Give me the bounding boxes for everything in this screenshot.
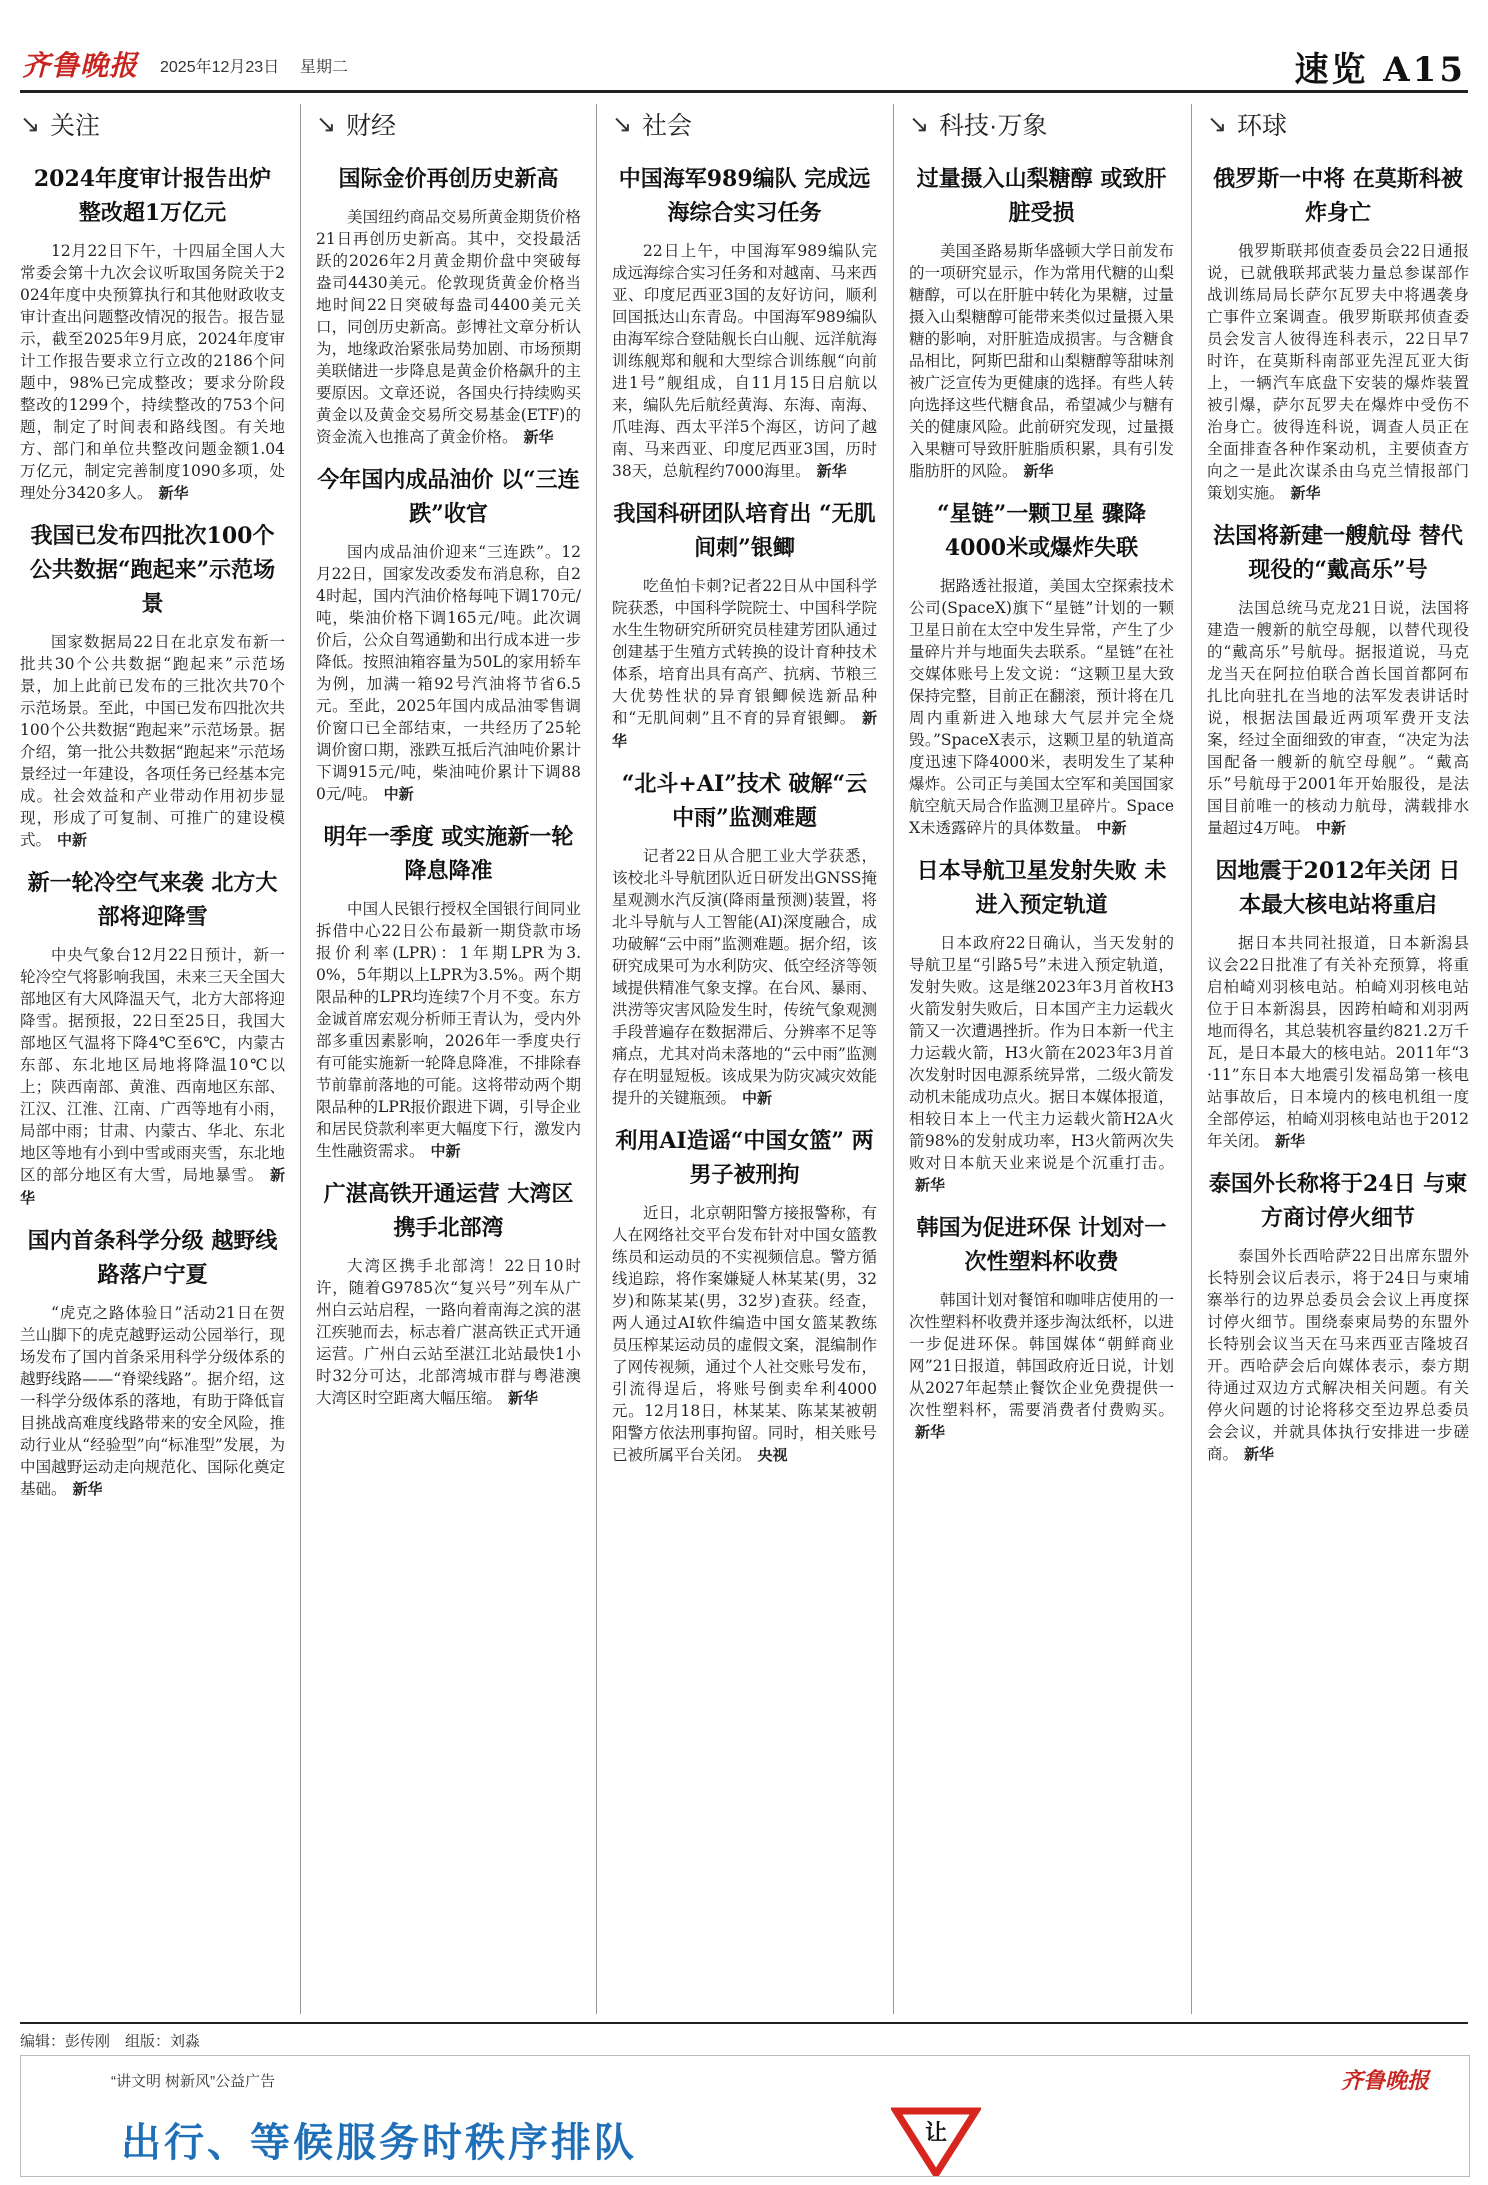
article[interactable] (612, 1124, 877, 1467)
page-section-title: 速览 A15 (1294, 50, 1466, 90)
column-title: 环球 (1237, 112, 1288, 140)
ad-title: “讲文明 树新风”公益广告 (111, 2073, 276, 2090)
article-source: 中新 (1096, 820, 1127, 837)
article-body: 22日上午，中国海军989编队完成远海综合实习任务和对越南、马来西亚、印度尼西亚3国的友好访问，顺利回国抵达山东青岛。中国海军989编队由海军综合登陆舰长白山舰、远洋航海训练舰郑和舰和大型综合训练舰“向前进1号”舰组成，自11月15日启航以来，编队先后航经黄海、东海、南海、爪哇海、西太平洋5个海区，访问了越南、马来西亚、印度尼西亚3国，历时38天，总航程约7000海里。 新华 (612, 242, 877, 480)
article-source: 新华 (1275, 1133, 1306, 1150)
column-header (1207, 104, 1469, 144)
article-headline: 法国将新建一艘航母 替代现役的“戴高乐”号 (1213, 523, 1463, 583)
article[interactable] (316, 463, 581, 806)
article[interactable] (1207, 854, 1469, 1153)
article-body: 记者22日从合肥工业大学获悉，该校北斗导航团队近日研发出GNSS掩星观测水汽反演(降雨量预测)装置，将北斗导航与人工智能(AI)深度融合，成功破解“云中雨”监测难题。据介绍，该研究成果可为水利防灾、低空经济等领域提供精准气象支撑。在台风、暴雨、洪涝等灾害风险发生时，传统气象观测手段普遍存在数据滞后、分辨率不足等痛点，尤其对尚未落地的“云中雨”监测存在明显短板。该成果为防灾减灾效能提升的关键瓶颈。 中新 (612, 847, 877, 1107)
article-source: 新华 (1244, 1446, 1275, 1463)
issue-date: 2025年12月23日 (160, 59, 280, 76)
article[interactable] (316, 820, 581, 1163)
column-divider (300, 104, 301, 2014)
article-body: 12月22日下午，十四届全国人大常委会第十九次会议听取国务院关于2024年度中央预算执行和其他财政收支审计查出问题整改情况的报告。报告显示，截至2025年9月底，2024年度审计工作报告要求立行立改的2186个问题中，98%已完成整改；要求分阶段整改的1299个，持续整改的753个问题，制定了时间表和路线图。有关地方、部门和单位共整改问题金额1.04万亿元，制定完善制度1090多项，处理处分3420多人。 新华 (20, 242, 285, 502)
article-headline: 我国科研团队培育出 “无肌间刺”银鲫 (613, 501, 876, 561)
column-society (612, 104, 877, 2022)
article-source: 中新 (57, 832, 88, 849)
article-body: 据路透社报道，美国太空探索技术公司(SpaceX)旗下“星链”计划的一颗卫星日前在太空中发生异常，产生了少量碎片并与地面失去联系。“星链”在社交媒体账号上发文说：“这颗卫星大致保持完整，目前正在翻滚，预计将在几周内重新进入地球大气层并完全烧毁。”SpaceX表示，这颗卫星的轨道高度迅速下降4000米，表明发生了某种爆炸。公司正与美国太空军和美国国家航空航天局合作监测卫星碎片。SpaceX未透露碎片的具体数量。 中新 (909, 577, 1174, 837)
arrow-icon: ↘ (612, 110, 633, 138)
article-body: 近日，北京朝阳警方接报警称，有人在网络社交平台发布针对中国女篮教练员和运动员的不实视频信息。警方循线追踪，将作案嫌疑人林某某(男，32岁)和陈某某(男，32岁)查获。经查，两人通过AI软件编造中国女篮某教练员压榨某运动员的虚假文案，混编制作了网传视频，通过个人社交账号发布，引流得逞后，将账号倒卖牟利4000元。12月18日，林某某、陈某某被朝阳警方依法刑事拘留。同时，相关账号已被所属平台关闭。 央视 (612, 1204, 877, 1464)
article-body: 美国圣路易斯华盛顿大学日前发布的一项研究显示，作为常用代糖的山梨糖醇，可以在肝脏中转化为果糖，过量摄入山梨糖醇可能带来类似过量摄入果糖的影响，对肝脏造成损害。与含糖食品相比，阿斯巴甜和山梨糖醇等甜味剂被广泛宣传为更健康的选择。有些人转向选择这些代糖食品，希望减少与糖有关的健康风险。此前研究发现，过量摄入果糖可导致肝脏脂质积累，具有引发脂肪肝的风险。 新华 (909, 242, 1174, 480)
article[interactable] (909, 854, 1174, 1197)
article-source: 新华 (72, 1481, 103, 1498)
column-divider (893, 104, 894, 2014)
article[interactable] (20, 162, 285, 505)
article-headline: 国内首条科学分级 越野线路落户宁夏 (27, 1228, 278, 1288)
article[interactable] (20, 1224, 285, 1501)
article-headline: “北斗+AI”技术 破解“云中雨”监测难题 (621, 771, 868, 831)
article-body: 美国纽约商品交易所黄金期货价格21日再创历史新高。其中，交投最活跃的2026年2月黄金期价盘中突破每盎司4430美元。伦敦现货黄金价格当地时间22日突破每盎司4400美元关口，同创历史新高。彭博社文章分析认为，地缘政治紧张局势加剧、市场预期美联储进一步降息是黄金价格飙升的主要原因。文章还说，各国央行持续购买黄金以及黄金交易所交易基金(ETF)的资金流入也推高了黄金价格。 新华 (316, 208, 581, 446)
article-headline: 今年国内成品油价 以“三连跌”收官 (317, 467, 580, 527)
editor-credits: 编辑：彭传刚 组版：刘淼 (20, 2033, 201, 2050)
article[interactable] (20, 866, 285, 1210)
top-rule (20, 90, 1468, 93)
article-source: 新华 (612, 710, 877, 750)
article-headline: 日本导航卫星发射失败 未进入预定轨道 (916, 858, 1167, 918)
article-body: 大湾区携手北部湾！22日10时许，随着G9785次“复兴号”列车从广州白云站启程，一路向着南海之滨的湛江疾驰而去，标志着广湛高铁正式开通运营。广州白云站至湛江北站最快1小时32分可达，北部湾城市群与粤港澳大湾区时空距离大幅压缩。 新华 (316, 1257, 581, 1407)
article-headline: 利用AI造谣“中国女篮” 两男子被刑拘 (615, 1128, 874, 1188)
article-body: 据日本共同社报道，日本新潟县议会22日批准了有关补充预算，将重启柏崎刈羽核电站。柏崎刈羽核电站位于日本新潟县，因跨柏崎和刈羽两地而得名，其总装机容量约821.2万千瓦，是日本最大的核电站。2011年“3·11”东日本大地震引发福岛第一核电站事故后，日本境内的核电机组一度全部停运，柏崎刈羽核电站也于2012年关闭。 新华 (1207, 934, 1469, 1150)
article-body: 日本政府22日确认，当天发射的导航卫星“引路5号”未进入预定轨道，发射失败。这是继2023年3月首枚H3火箭发射失败后，日本国产主力运载火箭又一次遭遇挫折。作为日本新一代主力运载火箭，H3火箭在2023年3月首次发射时因电源系统异常，二级火箭发动机未能成功点火。据日本媒体报道，相较日本上一代主力运载火箭H2A火箭98%的发射成功率，H3火箭两次失败对日本航天业来说是个沉重打击。新华 (909, 934, 1174, 1194)
article-headline: 广湛高铁开通运营 大湾区携手北部湾 (323, 1181, 574, 1241)
article[interactable] (20, 519, 285, 852)
article[interactable] (909, 497, 1174, 840)
newspaper-logo: 齐鲁晚报 (22, 49, 139, 82)
column-header (909, 104, 1174, 144)
column-tech (909, 104, 1174, 2022)
bottom-rule (20, 2022, 1468, 2024)
column-world (1207, 104, 1469, 2022)
article-body: 泰国外长西哈萨22日出席东盟外长特别会议后表示，将于24日与柬埔寨举行的边界总委员会会议上再度探讨停火细节。围绕泰柬局势的东盟外长特别会议当天在马来西亚吉隆坡召开。西哈萨会后向媒体表示，泰方期待通过双边方式解决相关问题。有关停火问题的讨论将移交至边界总委员会会议，并就具体执行安排进一步磋商。 新华 (1207, 1247, 1469, 1463)
article-body: 中央气象台12月22日预计，新一轮冷空气将影响我国，未来三天全国大部地区有大风降温天气，北方大部将迎降雪。据预报，22日至25日，我国大部地区气温将下降4℃至6℃，内蒙古东部、东北地区局地将降温10℃以上；陕西南部、黄淮、西南地区东部、江汉、江淮、江南、广西等地有小雨，局部中雨；甘肃、内蒙古、华北、东北地区等地有小到中雪或雨夹雪，东北地区的部分地区有大雪，局地暴雪。 新华 (20, 946, 285, 1207)
column-divider (1191, 104, 1192, 2014)
column-title: 科技·万象 (939, 112, 1048, 140)
article-source: 中新 (383, 786, 414, 803)
article-headline: 国际金价再创历史新高 (338, 166, 559, 192)
article-body: 吃鱼怕卡刺?记者22日从中国科学院获悉，中国科学院院士、中国科学院水生生物研究所研究员桂建芳团队通过创建基于生殖方式转换的设计育种技术体系，培育出具有高产、抗病、节粮三大优势性状的异育银鲫候选新品种和“无肌间刺”且不育的异育银鲫。 新华 (612, 577, 877, 750)
article-headline: 因地震于2012年关闭 日本最大核电站将重启 (1215, 858, 1461, 918)
article-headline: 我国已发布四批次100个公共数据“跑起来”示范场景 (29, 523, 276, 617)
article[interactable] (1207, 162, 1469, 505)
arrow-icon: ↘ (909, 110, 930, 138)
article-headline: “星链”一颗卫星 骤降4000米或爆炸失联 (937, 501, 1146, 561)
column-divider (596, 104, 597, 2014)
issue-weekday: 星期二 (300, 59, 349, 76)
article-headline: 俄罗斯一中将 在莫斯科被炸身亡 (1213, 166, 1463, 226)
yield-sign-icon (891, 2106, 981, 2176)
article-body: 中国人民银行授权全国银行间同业拆借中心22日公布最新一期贷款市场报价利率(LPR)：1年期LPR为3.0%，5年期以上LPR为3.5%。两个期限品种的LPR均连续7个月不变。东方金诚首席宏观分析师王青认为，受内外部多重因素影响，2026年一季度央行有可能实施新一轮降息降准，不排除春节前靠前落地的可能。这将带动两个期限品种的LPR报价跟进下调，引导企业和居民贷款利率更大幅度下行，激发内生性融资需求。 中新 (316, 900, 581, 1160)
article-body: 国内成品油价迎来“三连跌”。12月22日，国家发改委发布消息称，自24时起，国内汽油价格每吨下调170元/吨，柴油价格下调165元/吨。此次调价后，公众自驾通勤和出行成本进一步降低。按照油箱容量为50L的家用轿车为例，加满一箱92号汽油将节省6.5元。至此，2025年国内成品油零售调价窗口已全部结束，一共经历了25轮调价窗口期，涨跌互抵后汽油吨价累计下调915元/吨，柴油吨价累计下调880元/吨。 中新 (316, 543, 581, 803)
article-body: “虎克之路体验日”活动21日在贺兰山脚下的虎克越野运动公园举行，现场发布了国内首条采用科学分级体系的越野线路——“脊梁线路”。据介绍，这一科学分级体系的落地，有助于降低盲目挑战高难度线路带来的安全风险，推动行业从“经验型”向“标准型”发展，为中国越野运动走向规范化、国际化奠定基础。 新华 (20, 1304, 285, 1498)
column-title: 社会 (642, 112, 693, 140)
article-body: 法国总统马克龙21日说，法国将建造一艘新的航空母舰，以替代现役的“戴高乐”号航母。据报道说，马克龙当天在阿拉伯联合酋长国首都阿布扎比向驻扎在当地的法军发表讲话时说，根据法国最近两项军费开支法案，经过全面细致的审查，“决定为法国配备一艘新的航空母舰”。“戴高乐”号航母于2001年开始服役，是法国目前唯一的核动力航母，满载排水量超过4万吨。 中新 (1207, 599, 1469, 837)
ad-slogan: 出行、等候服务时秩序排队 (121, 2121, 637, 2165)
article-source: 新华 (915, 1424, 946, 1441)
article-headline: 泰国外长称将于24日 与柬方商讨停火细节 (1208, 1171, 1468, 1231)
column-title: 财经 (346, 112, 397, 140)
article-headline: 新一轮冷空气来袭 北方大部将迎降雪 (27, 870, 278, 930)
article[interactable] (909, 1211, 1174, 1444)
article[interactable] (316, 1177, 581, 1410)
ad-logo: 齐鲁晚报 (1340, 2068, 1429, 2094)
article-source: 新华 (816, 463, 847, 480)
article-headline: 韩国为促进环保 计划对一次性塑料杯收费 (916, 1215, 1167, 1275)
article[interactable] (612, 162, 877, 483)
article[interactable] (612, 497, 877, 753)
column-title: 关注 (50, 112, 101, 140)
article-source: 中新 (430, 1143, 461, 1160)
article-source: 中新 (742, 1090, 773, 1107)
article-source: 新华 (508, 1390, 539, 1407)
article-source: 新华 (1290, 485, 1321, 502)
article-body: 国家数据局22日在北京发布新一批共30个公共数据“跑起来”示范场景，加上此前已发布的三批次共70个示范场景。至此，中国已发布四批次共100个公共数据“跑起来”示范场景。据介绍，第一批公共数据“跑起来”示范场景经过一年建设，各项任务已经基本完成。社会效益和产业带动作用初步显现，形成了可复制、可推广的建设模式。 中新 (20, 633, 285, 849)
arrow-icon: ↘ (316, 110, 337, 138)
article-source: 新华 (1023, 463, 1054, 480)
article-body: 韩国计划对餐馆和咖啡店使用的一次性塑料杯收费并逐步淘汰纸杯，以进一步促进环保。韩国媒体“朝鲜商业网”21日报道，韩国政府近日说，计划从2027年起禁止餐饮企业免费提供一次性塑料杯，需要消费者付费购买。新华 (909, 1291, 1174, 1441)
column-focus (20, 104, 285, 2022)
column-header (612, 104, 877, 144)
article-source: 央视 (757, 1447, 788, 1464)
yield-sign-text: 让 (924, 2120, 948, 2146)
article-source: 新华 (915, 1177, 946, 1194)
article[interactable] (1207, 519, 1469, 840)
article-headline: 明年一季度 或实施新一轮降息降准 (323, 824, 574, 884)
arrow-icon: ↘ (1207, 110, 1228, 138)
arrow-icon: ↘ (20, 110, 41, 138)
article-headline: 过量摄入山梨糖醇 或致肝脏受损 (916, 166, 1167, 226)
column-finance (316, 104, 581, 2022)
article-source: 新华 (523, 429, 554, 446)
article[interactable] (1207, 1167, 1469, 1466)
column-header (316, 104, 581, 144)
article-headline: 中国海军989编队 完成远海综合实习任务 (618, 166, 871, 226)
article-headline: 2024年度审计报告出炉 整改超1万亿元 (33, 166, 272, 226)
article[interactable] (612, 767, 877, 1110)
column-header (20, 104, 285, 144)
article[interactable] (316, 162, 581, 449)
article-source: 新华 (20, 1167, 285, 1207)
masthead (0, 0, 1488, 94)
public-service-ad (20, 2055, 1470, 2177)
article[interactable] (909, 162, 1174, 483)
article-source: 新华 (158, 485, 189, 502)
article-source: 中新 (1315, 820, 1346, 837)
article-body: 俄罗斯联邦侦查委员会22日通报说，已就俄联邦武装力量总参谋部作战训练局局长萨尔瓦罗夫中将遇袭身亡事件立案调查。俄罗斯联邦侦查委员会发言人彼得连科表示，22日早7时许，在莫斯科南部亚先涅瓦亚大街上，一辆汽车底盘下安装的爆炸装置被引爆，萨尔瓦罗夫在爆炸中受伤不治身亡。彼得连科说，调查人员正在全面排查各种作案动机，主要侦查方向之一是此次谋杀由乌克兰情报部门策划实施。 新华 (1207, 242, 1469, 502)
